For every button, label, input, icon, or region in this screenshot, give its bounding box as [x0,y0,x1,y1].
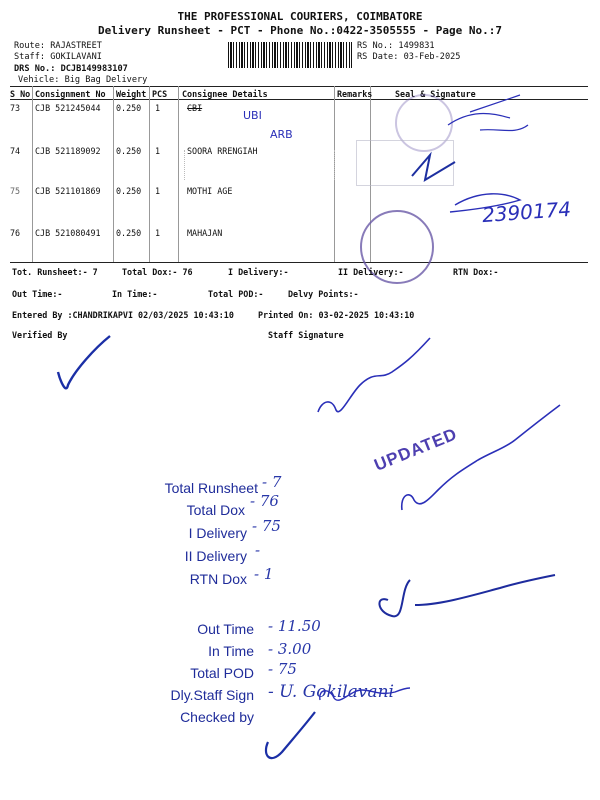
row-consignment: CJB 521101869 [35,186,101,196]
total-pod: Total POD:- [208,289,264,299]
row-weight: 0.250 [116,103,142,113]
row-weight: 0.250 [116,186,142,196]
rtn-dox: RTN Dox:- [453,267,499,277]
delvy-points: Delvy Points:- [288,289,359,299]
row-sno: 73 [10,103,21,113]
hw-value: - 3.00 [268,640,312,658]
rs-date-label: RS Date: 03-Feb-2025 [357,52,461,62]
drs-label: DRS No.: DCJB149983107 [14,64,128,74]
col-remarks: Remarks [337,89,373,99]
printed-on: Printed On: 03-02-2025 10:43:10 [258,310,415,320]
row-pcs: 1 [155,228,161,238]
hw-label: In Time [208,643,254,659]
row-consignee: SOORA RRENGIAH [187,146,258,156]
hw-label: Checked by [180,709,254,725]
in-time: In Time:- [112,289,158,299]
col-consignee: Consignee Details [182,89,268,99]
col-seal: Seal & Signature [395,89,476,99]
row-consignment: CJB 521245044 [35,103,101,113]
updated-stamp: UPDATED [371,424,461,475]
hw-label: Total Runsheet [164,480,258,496]
row-pcs: 1 [155,146,161,156]
handwritten-arb: ARB [270,128,293,141]
vehicle-label: Vehicle: Big Bag Delivery [18,75,148,85]
row-pcs: 1 [155,186,161,196]
row-consignee: MAHAJAN [187,228,223,238]
hw-value: - 75 [268,660,297,678]
tot-runsheet: Tot. Runsheet:- 7 [12,267,98,277]
hw-value: - 7 [262,473,282,491]
runsheet-title: Delivery Runsheet - PCT - Phone No.:0422-3505555 - Page No.:7 [98,24,502,37]
hw-value: - 76 [250,492,279,510]
hw-value: - U. Gokilavani [268,682,394,702]
hw-label: Out Time [197,621,254,637]
hw-label: II Delivery [184,548,247,564]
staff-signature-label: Staff Signature [268,330,344,340]
hw-value: - 11.50 [268,617,321,635]
handwritten-ubi: UBI [243,109,262,122]
hw-label: I Delivery [188,525,247,541]
handwritten-number: 2390174 [481,196,572,228]
hw-value: - 75 [252,517,281,535]
hw-label: Dly.Staff Sign [170,687,254,703]
hw-value: - 1 [254,565,274,583]
row-pcs: 1 [155,103,161,113]
total-dox: Total Dox:- 76 [122,267,193,277]
i-delivery: I Delivery:- [228,267,289,277]
row-weight: 0.250 [116,146,142,156]
entered-by: Entered By :CHANDRIKAPVI 02/03/2025 10:43:10 [12,310,234,320]
row-weight: 0.250 [116,228,142,238]
hw-label: Total POD [190,665,254,681]
row-sno: 75 [10,186,21,196]
verified-by: Verified By [12,330,68,340]
col-pcs: PCS [152,89,168,99]
row-consignment: CJB 521080491 [35,228,101,238]
route-label: Route: RAJASTREET [14,41,102,51]
hw-label: Total Dox [186,502,245,518]
row-sno: 74 [10,146,21,156]
row-consignee: CBI [187,103,203,113]
staff-label: Staff: GOKILAVANI [14,52,102,62]
col-consignment: Consignment No [35,89,106,99]
rs-no-label: RS No.: 1499831 [357,41,435,51]
company-title: THE PROFESSIONAL COURIERS, COIMBATORE [177,10,423,23]
row-sno: 76 [10,228,21,238]
col-sno: S No [10,89,31,99]
out-time: Out Time:- [12,289,63,299]
hw-label: RTN Dox [189,571,247,587]
row-consignee: MOTHI AGE [187,186,233,196]
col-weight: Weight [116,89,147,99]
ii-delivery: II Delivery:- [338,267,404,277]
hw-value: - [255,541,261,559]
row-consignment: CJB 521189092 [35,146,101,156]
